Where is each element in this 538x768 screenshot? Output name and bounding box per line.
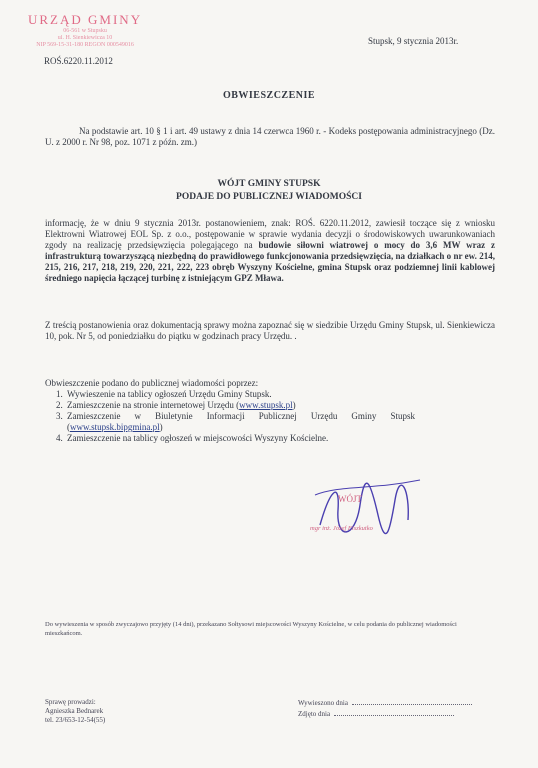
office-stamp bbox=[28, 12, 142, 49]
removed-line bbox=[334, 715, 454, 716]
prepared-by: Sprawę prowadzi: Agnieszka Bednarek tel. 23/653-12-54(55) bbox=[45, 698, 106, 724]
document-date: Stupsk, 9 stycznia 2013r. bbox=[368, 36, 459, 46]
document-title: OBWIESZCZENIE bbox=[222, 90, 316, 101]
list-item: 4. Zamieszczenie na tablicy ogłoszeń w miejscowości Wyszyny Kościelne. bbox=[65, 433, 415, 444]
list-item: 3. Zamieszczenie w Biuletynie Informacji Publicznej Urzędu Gminy Stupsk (www.stupsk.bipgmina.pl) bbox=[65, 411, 415, 433]
publication-list bbox=[45, 389, 415, 444]
stamp-line-street: ul. H. Sienkiewicza 10 bbox=[57, 35, 113, 41]
announcement-heading bbox=[0, 178, 538, 204]
posting-dates bbox=[298, 698, 472, 720]
legal-basis: Na podstawie art. 10 § 1 i art. 49 ustawy z dnia 14 czerwca 1960 r. - Kodeks postępowania administracyjnego (Dz. U. z 2000 r. Nr 98, poz. 1071 z późn. zm.) bbox=[45, 126, 495, 147]
prepared-phone: tel. 23/653-12-54(55) bbox=[45, 716, 106, 724]
publication-intro: Obwieszczenie podano do publicznej wiadomości poprzez: bbox=[45, 378, 259, 388]
website-link[interactable]: www.stupsk.pl bbox=[239, 400, 293, 410]
stamp-title: URZĄD GMINY bbox=[28, 12, 143, 27]
announcement-body bbox=[45, 218, 495, 284]
stamp-line-nip: NIP 569-15-31-180 REGON 000549016 bbox=[36, 42, 134, 48]
bip-link[interactable]: www.stupsk.bipgmina.pl bbox=[70, 422, 160, 432]
heading-line-1: WÓJT GMINY STUPSK bbox=[217, 179, 321, 189]
heading-line-2: PODAJE DO PUBLICZNEJ WIADOMOŚCI bbox=[176, 192, 362, 202]
stamp-line-postal: 06-561 w Stupsku bbox=[63, 28, 107, 34]
reference-number: ROŚ.6220.11.2012 bbox=[44, 56, 113, 66]
signature-icon bbox=[300, 470, 440, 550]
access-info: Z treścią postanowienia oraz dokumentacją sprawy można zapoznać się w siedzibie Urzędu Gminy Stupsk, ul. Sienkiewicza 10, pok. Nr 5, od poniedziałku do piątku w godzinach pracy Urzędu. . bbox=[45, 320, 495, 341]
body-intro: informację, że w dniu 9 stycznia 2013r. postanowieniem, znak: ROŚ. 6220.11.2012, zawiesił toczące się z wniosku Elektrowni Wiatrowej EOL Sp. z o.o., postępowanie w sprawie wydania decyzji o środowiskowych uwarunkowaniach zgody na realizację przedsięwzięcia polegającego na bbox=[45, 218, 495, 250]
signature-stamp bbox=[300, 470, 440, 550]
list-item: 1. Wywieszenie na tablicy ogłoszeń Urzędu Gminy Stupsk. bbox=[65, 389, 415, 400]
prepared-name: Agnieszka Bednarek bbox=[45, 707, 104, 715]
posted-line bbox=[352, 704, 472, 705]
posted-label: Wywieszono dnia bbox=[298, 699, 348, 707]
signature-stamp-title: WÓJT bbox=[338, 494, 362, 504]
removed-label: Zdjęto dnia bbox=[298, 710, 331, 718]
footer-note: Do wywieszenia w sposób zwyczajowo przyjęty (14 dni), przekazano Sołtysowi miejscowości Wyszyny Kościelne, w celu podania do publicznej wiadomości mieszkańcom. bbox=[45, 621, 457, 637]
list-item: 2. Zamieszczenie na stronie internetowej Urzędu (www.stupsk.pl) bbox=[65, 400, 415, 411]
signature-stamp-name: mgr inż. Józef Fiszkutko bbox=[310, 525, 373, 532]
body-bold: budowie siłowni wiatrowej o mocy do 3,6 MW wraz z infrastrukturą towarzyszącą niezbędną do prawidłowego funkcjonowania przedsięwzięcia, na działkach o nr ew. 214, 215, 216, 217, 218, 219, 220, 221, 222, 223 obręb Wyszyny Kościelne, gmina Stupsk oraz podziemnej linii kablowej średniego napięcia łączącej turbinę z istniejącym GPZ Mława. bbox=[45, 240, 495, 283]
